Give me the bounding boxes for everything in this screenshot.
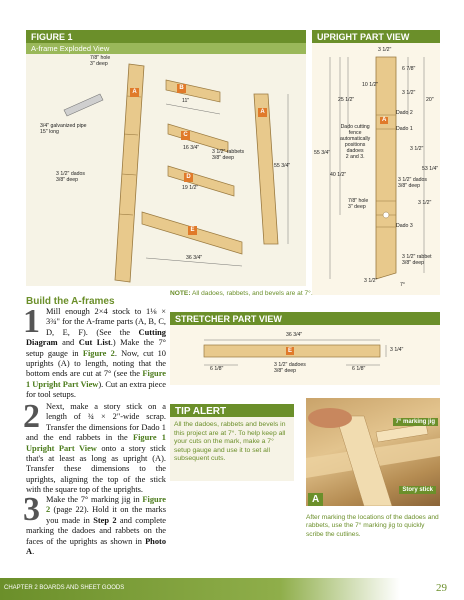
crosspiece-d <box>168 166 234 196</box>
step1-run-5: Figure 2 <box>82 348 115 358</box>
hand <box>308 408 352 428</box>
section-heading: Build the A-frames <box>26 296 115 307</box>
part-badge-e: E <box>188 226 197 235</box>
footer-page-number: 29 <box>436 582 447 594</box>
upright-dado3: Dado 3 <box>396 223 413 229</box>
dim-36: 36 3/4" <box>186 255 203 261</box>
tip-box <box>170 417 294 481</box>
part-badge-a-right: A <box>258 108 267 117</box>
upright-rabbet: 3 1/2" rabbet 3/8" deep <box>402 254 432 266</box>
upright-drawing <box>312 43 440 295</box>
stretcher-left: 6 1/8" <box>210 366 224 372</box>
tip-text: All the dadoes, rabbets and bevels in this project are at 7°. To help keep all your cuts on the mark, make a 7° setup gauge and use it to set all subsequent cuts. <box>174 421 286 463</box>
exploded-view-drawing <box>26 54 306 286</box>
step2-run-0: Next, make a story stick on a length of ¾ × 2"-wide scrap. Transfer the dimensions for Dado 1 and the end rabbets in the <box>26 402 166 443</box>
upright-d55: 55 3/4" <box>314 150 331 156</box>
photo-letter: A <box>308 493 323 506</box>
dim-55: 55 3/4" <box>274 163 291 169</box>
tip-title: TIP ALERT <box>170 404 294 417</box>
rabbets-label: 3 1/2" rabbets 3/8" deep <box>212 149 245 161</box>
step3-run-3: Step 2 <box>93 515 117 525</box>
step3-run-2: (page 22). Hold it on the marks you made in <box>46 505 166 525</box>
step1-run-6: . Now, cut 10 uprights (A) to length, noting that the bottom ends are cut at 7° (see the <box>26 348 166 379</box>
step1-run-8: ). Cut an extra piece for tool setups. <box>26 379 167 400</box>
photo-label-stick: Story stick <box>399 486 436 494</box>
step1-content <box>26 307 166 399</box>
photo-a <box>306 398 440 506</box>
step3-run-4: and complete marking the dadoes and rabbets on the faces of the uprights as shown in <box>26 515 166 546</box>
photo-caption: After marking the locations of the dadoes and rabbets, use the 7° marking jig to quickly scribe the cutlines. <box>306 514 439 538</box>
part-badge-d: D <box>184 173 193 182</box>
upright-title: UPRIGHT PART VIEW <box>312 30 440 43</box>
step1-run-2: and <box>57 338 79 348</box>
page-footer <box>0 578 464 600</box>
part-badge-c: C <box>181 131 190 140</box>
pipe <box>64 94 103 116</box>
stretcher-total: 36 3/4" <box>286 332 303 338</box>
step2-run-2: onto a story stick that's at least as long as upright (A). Transfer these dimensions to the uprights, aligning the top of the stick with the square top of the uprights. <box>26 443 166 495</box>
note-prefix: NOTE: <box>170 290 191 297</box>
step3-run-0: Make the 7° marking jig in <box>46 495 143 504</box>
crosspiece-b <box>166 80 220 102</box>
stretcher-title: STRETCHER PART VIEW <box>170 312 440 325</box>
step1-run-7: Figure 1 Upright Part View <box>26 369 166 389</box>
upright-angle: 7° <box>400 282 405 288</box>
figure1-subtitle: A-frame Exploded View <box>26 43 306 54</box>
upright-d53: 53 1/4" <box>422 166 439 172</box>
step2-content <box>26 402 166 494</box>
stretcher-right: 6 1/8" <box>352 366 366 372</box>
upright-d3a: 3 1/2" <box>402 90 416 96</box>
stretcher-drawing <box>170 325 440 385</box>
step3-text <box>26 495 166 557</box>
dim-line <box>166 104 220 114</box>
pipe-label: 3/4" galvanized pipe 15" long <box>40 123 87 135</box>
stretcher-part-badge: E <box>287 348 292 354</box>
step3-run-5: Photo A <box>26 536 166 557</box>
figure1-title: FIGURE 1 <box>26 30 306 43</box>
upright-d3c: 3 1/2" <box>418 200 432 206</box>
step2-number: 2 <box>23 398 40 435</box>
upright-d3b: 3 1/2" <box>410 146 424 152</box>
step3-run-1: Figure 2 <box>46 495 166 515</box>
part-badge-b: B <box>177 84 186 93</box>
step1-text <box>26 307 166 401</box>
upright-d10: 10 1/2" <box>362 82 379 88</box>
step1-run-1: Cutting Diagram <box>26 327 166 348</box>
upright-part: A <box>382 117 387 123</box>
step3-number: 3 <box>23 491 40 528</box>
step1-run-3: Cut List <box>78 338 111 348</box>
note-text: All dadoes, rabbets, and bevels are at 7°. <box>190 290 313 297</box>
step2-text <box>26 402 166 496</box>
dim-16: 16 3/4" <box>183 145 200 151</box>
photo-label-jig: 7° marking jig <box>393 418 438 426</box>
upright-d40: 40 1/2" <box>330 172 347 178</box>
step1-number: 1 <box>23 303 40 340</box>
dado-label: 3 1/2" dados 3/8" deep <box>56 171 85 183</box>
upright-d25: 25 1/2" <box>338 97 355 103</box>
upright-dado2: Dado 2 <box>396 110 413 116</box>
part-badge-a: A <box>130 88 139 97</box>
upright-fence-note: Dado cutting fence automatically positions dadoes 2 and 3. <box>340 124 371 160</box>
upright-top: 3 1/2" <box>378 47 392 53</box>
upright-board <box>376 57 396 279</box>
step3-run-6: . <box>32 547 35 557</box>
marking-jig <box>376 424 428 442</box>
step1-run-4: .) Make the 7° setup gauge in <box>26 338 166 358</box>
step2-run-1: Figure 1 Upright Part View <box>26 433 166 453</box>
figure1-drawing <box>26 54 306 286</box>
upright-dados: 3 1/2" dados 3/8" deep <box>398 177 427 189</box>
footer-chapter: CHAPTER 2 BOARDS AND SHEET GOODS <box>4 585 125 591</box>
upright-hole: 7/8" hole 3" deep <box>348 198 369 210</box>
hole-label: 7/8" hole 3" deep <box>90 55 111 67</box>
stretcher-view-drawing <box>170 325 440 385</box>
step1-run-0: Mill enough 2×4 stock to 1⅛ × 3¾" for the A-frame parts (A, B, C, D, E, F). (See the <box>46 307 166 337</box>
note <box>170 290 313 297</box>
upright-bottom: 3 1/2" <box>364 278 378 284</box>
dim-11: 11" <box>182 98 190 104</box>
step3-content <box>26 495 166 556</box>
dim-19: 19 1/2" <box>182 185 199 191</box>
upright-dado1: Dado 1 <box>396 126 413 132</box>
upright-d6: 6 7/8" <box>402 66 416 72</box>
hole <box>383 212 389 218</box>
stretcher-height: 3 1/4" <box>390 347 404 353</box>
stretcher-dadoes: 3 1/2" dadoes 3/8" deep <box>274 362 306 374</box>
upright-d20: 20" <box>426 97 434 103</box>
